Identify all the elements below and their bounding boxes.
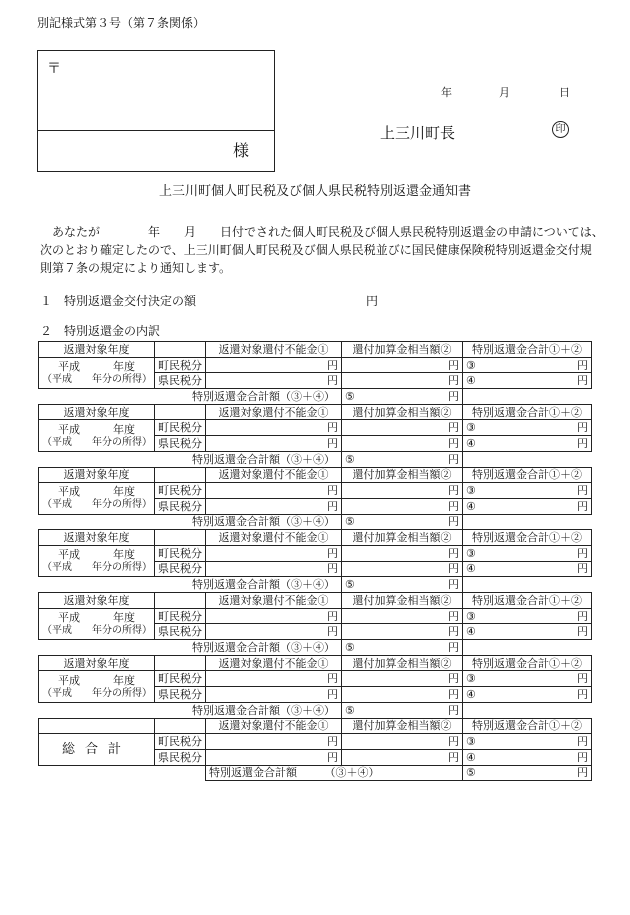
- mark-3: ③: [466, 358, 476, 372]
- sum-label: 特別返還金合計額（③＋④）: [39, 702, 342, 718]
- yen: 円: [577, 374, 588, 388]
- document-title: 上三川町個人町民税及び個人県民税特別返還金通知書: [158, 184, 471, 199]
- sum-cell: [342, 702, 463, 718]
- mark-4: ④: [466, 750, 476, 764]
- yen: 円: [577, 436, 588, 450]
- yen: 円: [577, 562, 588, 576]
- yen: 円: [448, 389, 459, 403]
- sum-row: [39, 577, 592, 593]
- yen: 円: [448, 452, 459, 466]
- sum-cell: [463, 765, 592, 781]
- mark-5: ⑤: [345, 703, 355, 717]
- table-header-row: [39, 342, 592, 358]
- mark-3: ③: [466, 421, 476, 435]
- table-row: [39, 545, 592, 561]
- header-interest: 還付加算金相当額②: [342, 404, 463, 420]
- table-row: [39, 671, 592, 687]
- pref-tax-label: 県民税分: [155, 624, 206, 640]
- seal-icon: 印: [552, 121, 569, 138]
- yen-cell: 円: [206, 624, 342, 640]
- mark-4: ④: [466, 436, 476, 450]
- total-cell: [463, 420, 592, 436]
- header-blank: [155, 530, 206, 546]
- year-sub: （平成 年分の所得）: [42, 373, 152, 385]
- year-main: 平成 年度: [58, 485, 135, 499]
- header-total: 特別返還金合計①＋②: [463, 467, 592, 483]
- year-cell: [39, 483, 155, 514]
- sum-row: [39, 640, 592, 656]
- table-header-row: [39, 655, 592, 671]
- sum-cell: [342, 389, 463, 405]
- mark-3: ③: [466, 484, 476, 498]
- total-cell: [463, 373, 592, 389]
- total-cell: [463, 545, 592, 561]
- year-main: 平成 年度: [58, 673, 135, 687]
- pref-tax-label: 県民税分: [155, 749, 206, 765]
- body-line: 則第７条の規定により通知します。: [40, 261, 232, 275]
- addressee-honorific: 様: [232, 141, 249, 160]
- yen-cell: 円: [206, 483, 342, 499]
- sum-label: 特別返還金合計額（③＋④）: [39, 514, 342, 530]
- yen-cell: 円: [342, 545, 463, 561]
- year-cell: [39, 671, 155, 702]
- yen: 円: [577, 625, 588, 639]
- year-sub: （平成 年分の所得）: [42, 562, 152, 574]
- postal-mark: 〒: [47, 61, 61, 77]
- total-cell: [463, 561, 592, 577]
- yen-cell: 円: [206, 357, 342, 373]
- sum-cell: [342, 514, 463, 530]
- header-total: 特別返還金合計①＋②: [463, 718, 592, 734]
- total-cell: [463, 749, 592, 765]
- grand-sum-label: 特別返還金合計額 （③＋④）: [206, 765, 463, 781]
- breakdown-table: [38, 341, 592, 781]
- yen-cell: 円: [206, 687, 342, 703]
- header-interest: 還付加算金相当額②: [342, 342, 463, 358]
- yen-cell: 円: [342, 498, 463, 514]
- year-main: 平成 年度: [58, 422, 135, 436]
- mark-5: ⑤: [345, 515, 355, 529]
- body-text: [40, 223, 604, 277]
- pref-tax-label: 県民税分: [155, 498, 206, 514]
- pref-tax-label: 県民税分: [155, 561, 206, 577]
- year-main: 平成 年度: [58, 359, 135, 373]
- pref-tax-label: 県民税分: [155, 373, 206, 389]
- address-divider: [38, 130, 274, 131]
- header-year: 返還対象年度: [39, 342, 155, 358]
- yen: 円: [577, 687, 588, 701]
- header-blank: [155, 718, 206, 734]
- mark-3: ③: [466, 672, 476, 686]
- total-cell: [463, 624, 592, 640]
- yen: 円: [577, 766, 588, 780]
- sum-row: [39, 765, 592, 781]
- item2-label: ２ 特別返還金の内訳: [40, 324, 161, 338]
- yen: 円: [448, 703, 459, 717]
- sum-row: [39, 389, 592, 405]
- header-blank: [155, 655, 206, 671]
- header-interest: 還付加算金相当額②: [342, 655, 463, 671]
- yen: 円: [577, 609, 588, 623]
- yen: 円: [577, 672, 588, 686]
- total-cell: [463, 608, 592, 624]
- mark-5: ⑤: [345, 578, 355, 592]
- year-cell: [39, 545, 155, 576]
- town-tax-label: 町民税分: [155, 545, 206, 561]
- sum-cell: [342, 577, 463, 593]
- header-unrefundable: 返還対象還付不能金①: [206, 718, 342, 734]
- yen-cell: 円: [342, 671, 463, 687]
- yen-cell: 円: [342, 687, 463, 703]
- mark-4: ④: [466, 499, 476, 513]
- header-unrefundable: 返還対象還付不能金①: [206, 467, 342, 483]
- grand-total-label: 総合計: [39, 734, 155, 765]
- town-tax-label: 町民税分: [155, 671, 206, 687]
- header-blank: [39, 718, 155, 734]
- table-header-row: [39, 718, 592, 734]
- yen-cell: 円: [342, 436, 463, 452]
- year-cell: [39, 608, 155, 639]
- mark-5: ⑤: [345, 452, 355, 466]
- mark-3: ③: [466, 735, 476, 749]
- table-header-row: [39, 593, 592, 609]
- yen-cell: 円: [206, 545, 342, 561]
- blank: [39, 765, 206, 781]
- header-unrefundable: 返還対象還付不能金①: [206, 404, 342, 420]
- year-sub: （平成 年分の所得）: [42, 436, 152, 448]
- year-cell: [39, 420, 155, 451]
- yen: 円: [577, 484, 588, 498]
- year-sub: （平成 年分の所得）: [42, 499, 152, 511]
- yen-cell: 円: [342, 357, 463, 373]
- item1-yen: 円: [366, 294, 379, 308]
- mark-4: ④: [466, 687, 476, 701]
- total-cell: [463, 687, 592, 703]
- item1-label: １ 特別返還金交付決定の額: [40, 294, 197, 308]
- year-main: 平成 年度: [58, 610, 135, 624]
- yen-cell: 円: [342, 483, 463, 499]
- body-line: あなたが 年 月 日付でされた個人町民税及び個人県民税特別返還金の申請については、: [40, 225, 604, 239]
- yen-cell: 円: [206, 749, 342, 765]
- mark-4: ④: [466, 562, 476, 576]
- yen: 円: [577, 750, 588, 764]
- yen: 円: [577, 499, 588, 513]
- address-box: [37, 50, 275, 172]
- yen-cell: 円: [342, 420, 463, 436]
- header-total: 特別返還金合計①＋②: [463, 342, 592, 358]
- sum-row: [39, 514, 592, 530]
- year-sub: （平成 年分の所得）: [42, 687, 152, 699]
- town-tax-label: 町民税分: [155, 357, 206, 373]
- yen: 円: [577, 358, 588, 372]
- form-number: 別記様式第３号（第７条関係）: [37, 16, 206, 30]
- pref-tax-label: 県民税分: [155, 436, 206, 452]
- sum-row: [39, 451, 592, 467]
- yen-cell: 円: [342, 624, 463, 640]
- header-blank: [155, 342, 206, 358]
- table-row: [39, 608, 592, 624]
- table-header-row: [39, 530, 592, 546]
- yen-cell: 円: [206, 608, 342, 624]
- table-header-row: [39, 404, 592, 420]
- yen-cell: 円: [342, 561, 463, 577]
- table-row: [39, 483, 592, 499]
- date-month: 月: [499, 86, 510, 99]
- town-tax-label: 町民税分: [155, 483, 206, 499]
- yen-cell: 円: [206, 420, 342, 436]
- header-unrefundable: 返還対象還付不能金①: [206, 655, 342, 671]
- pref-tax-label: 県民税分: [155, 687, 206, 703]
- mayor-title: 上三川町長: [380, 124, 456, 142]
- year-main: 平成 年度: [58, 548, 135, 562]
- table-row: [39, 420, 592, 436]
- date-year: 年: [441, 86, 452, 99]
- yen: 円: [577, 546, 588, 560]
- yen-cell: 円: [206, 561, 342, 577]
- header-blank: [155, 404, 206, 420]
- mark-5: ⑤: [345, 389, 355, 403]
- yen-cell: 円: [206, 734, 342, 750]
- header-interest: 還付加算金相当額②: [342, 530, 463, 546]
- sum-label: 特別返還金合計額（③＋④）: [39, 389, 342, 405]
- mark-5: ⑤: [466, 766, 476, 780]
- yen-cell: 円: [206, 373, 342, 389]
- mark-3: ③: [466, 609, 476, 623]
- yen-cell: 円: [342, 608, 463, 624]
- header-year: 返還対象年度: [39, 530, 155, 546]
- header-total: 特別返還金合計①＋②: [463, 655, 592, 671]
- header-year: 返還対象年度: [39, 467, 155, 483]
- total-cell: [463, 671, 592, 687]
- header-year: 返還対象年度: [39, 655, 155, 671]
- yen: 円: [448, 515, 459, 529]
- year-sub: （平成 年分の所得）: [42, 624, 152, 636]
- header-interest: 還付加算金相当額②: [342, 718, 463, 734]
- year-cell: [39, 357, 155, 388]
- sum-cell: [342, 640, 463, 656]
- body-line: 次のとおり確定したので、上三川町個人町民税及び個人県民税並びに国民健康保険税特別返還金交付規: [40, 243, 592, 257]
- header-interest: 還付加算金相当額②: [342, 467, 463, 483]
- table-row: [39, 357, 592, 373]
- total-cell: [463, 734, 592, 750]
- header-year: 返還対象年度: [39, 404, 155, 420]
- mark-4: ④: [466, 374, 476, 388]
- yen: 円: [577, 421, 588, 435]
- header-total: 特別返還金合計①＋②: [463, 593, 592, 609]
- town-tax-label: 町民税分: [155, 608, 206, 624]
- town-tax-label: 町民税分: [155, 734, 206, 750]
- total-cell: [463, 436, 592, 452]
- sum-row: [39, 702, 592, 718]
- yen-cell: 円: [206, 671, 342, 687]
- total-cell: [463, 498, 592, 514]
- total-cell: [463, 483, 592, 499]
- sum-label: 特別返還金合計額（③＋④）: [39, 451, 342, 467]
- header-interest: 還付加算金相当額②: [342, 593, 463, 609]
- total-cell: [463, 357, 592, 373]
- yen-cell: 円: [342, 373, 463, 389]
- mark-5: ⑤: [345, 640, 355, 654]
- header-unrefundable: 返還対象還付不能金①: [206, 593, 342, 609]
- sum-label: 特別返還金合計額（③＋④）: [39, 577, 342, 593]
- header-total: 特別返還金合計①＋②: [463, 530, 592, 546]
- table-row: [39, 734, 592, 750]
- date-day: 日: [559, 86, 570, 99]
- yen: 円: [448, 640, 459, 654]
- header-blank: [155, 467, 206, 483]
- yen: 円: [577, 735, 588, 749]
- mark-4: ④: [466, 625, 476, 639]
- yen-cell: 円: [206, 498, 342, 514]
- yen-cell: 円: [342, 734, 463, 750]
- header-unrefundable: 返還対象還付不能金①: [206, 530, 342, 546]
- sum-label: 特別返還金合計額（③＋④）: [39, 640, 342, 656]
- town-tax-label: 町民税分: [155, 420, 206, 436]
- yen-cell: 円: [342, 749, 463, 765]
- header-year: 返還対象年度: [39, 593, 155, 609]
- header-unrefundable: 返還対象還付不能金①: [206, 342, 342, 358]
- header-total: 特別返還金合計①＋②: [463, 404, 592, 420]
- yen-cell: 円: [206, 436, 342, 452]
- table-header-row: [39, 467, 592, 483]
- yen: 円: [448, 578, 459, 592]
- header-blank: [155, 593, 206, 609]
- sum-cell: [342, 451, 463, 467]
- mark-3: ③: [466, 546, 476, 560]
